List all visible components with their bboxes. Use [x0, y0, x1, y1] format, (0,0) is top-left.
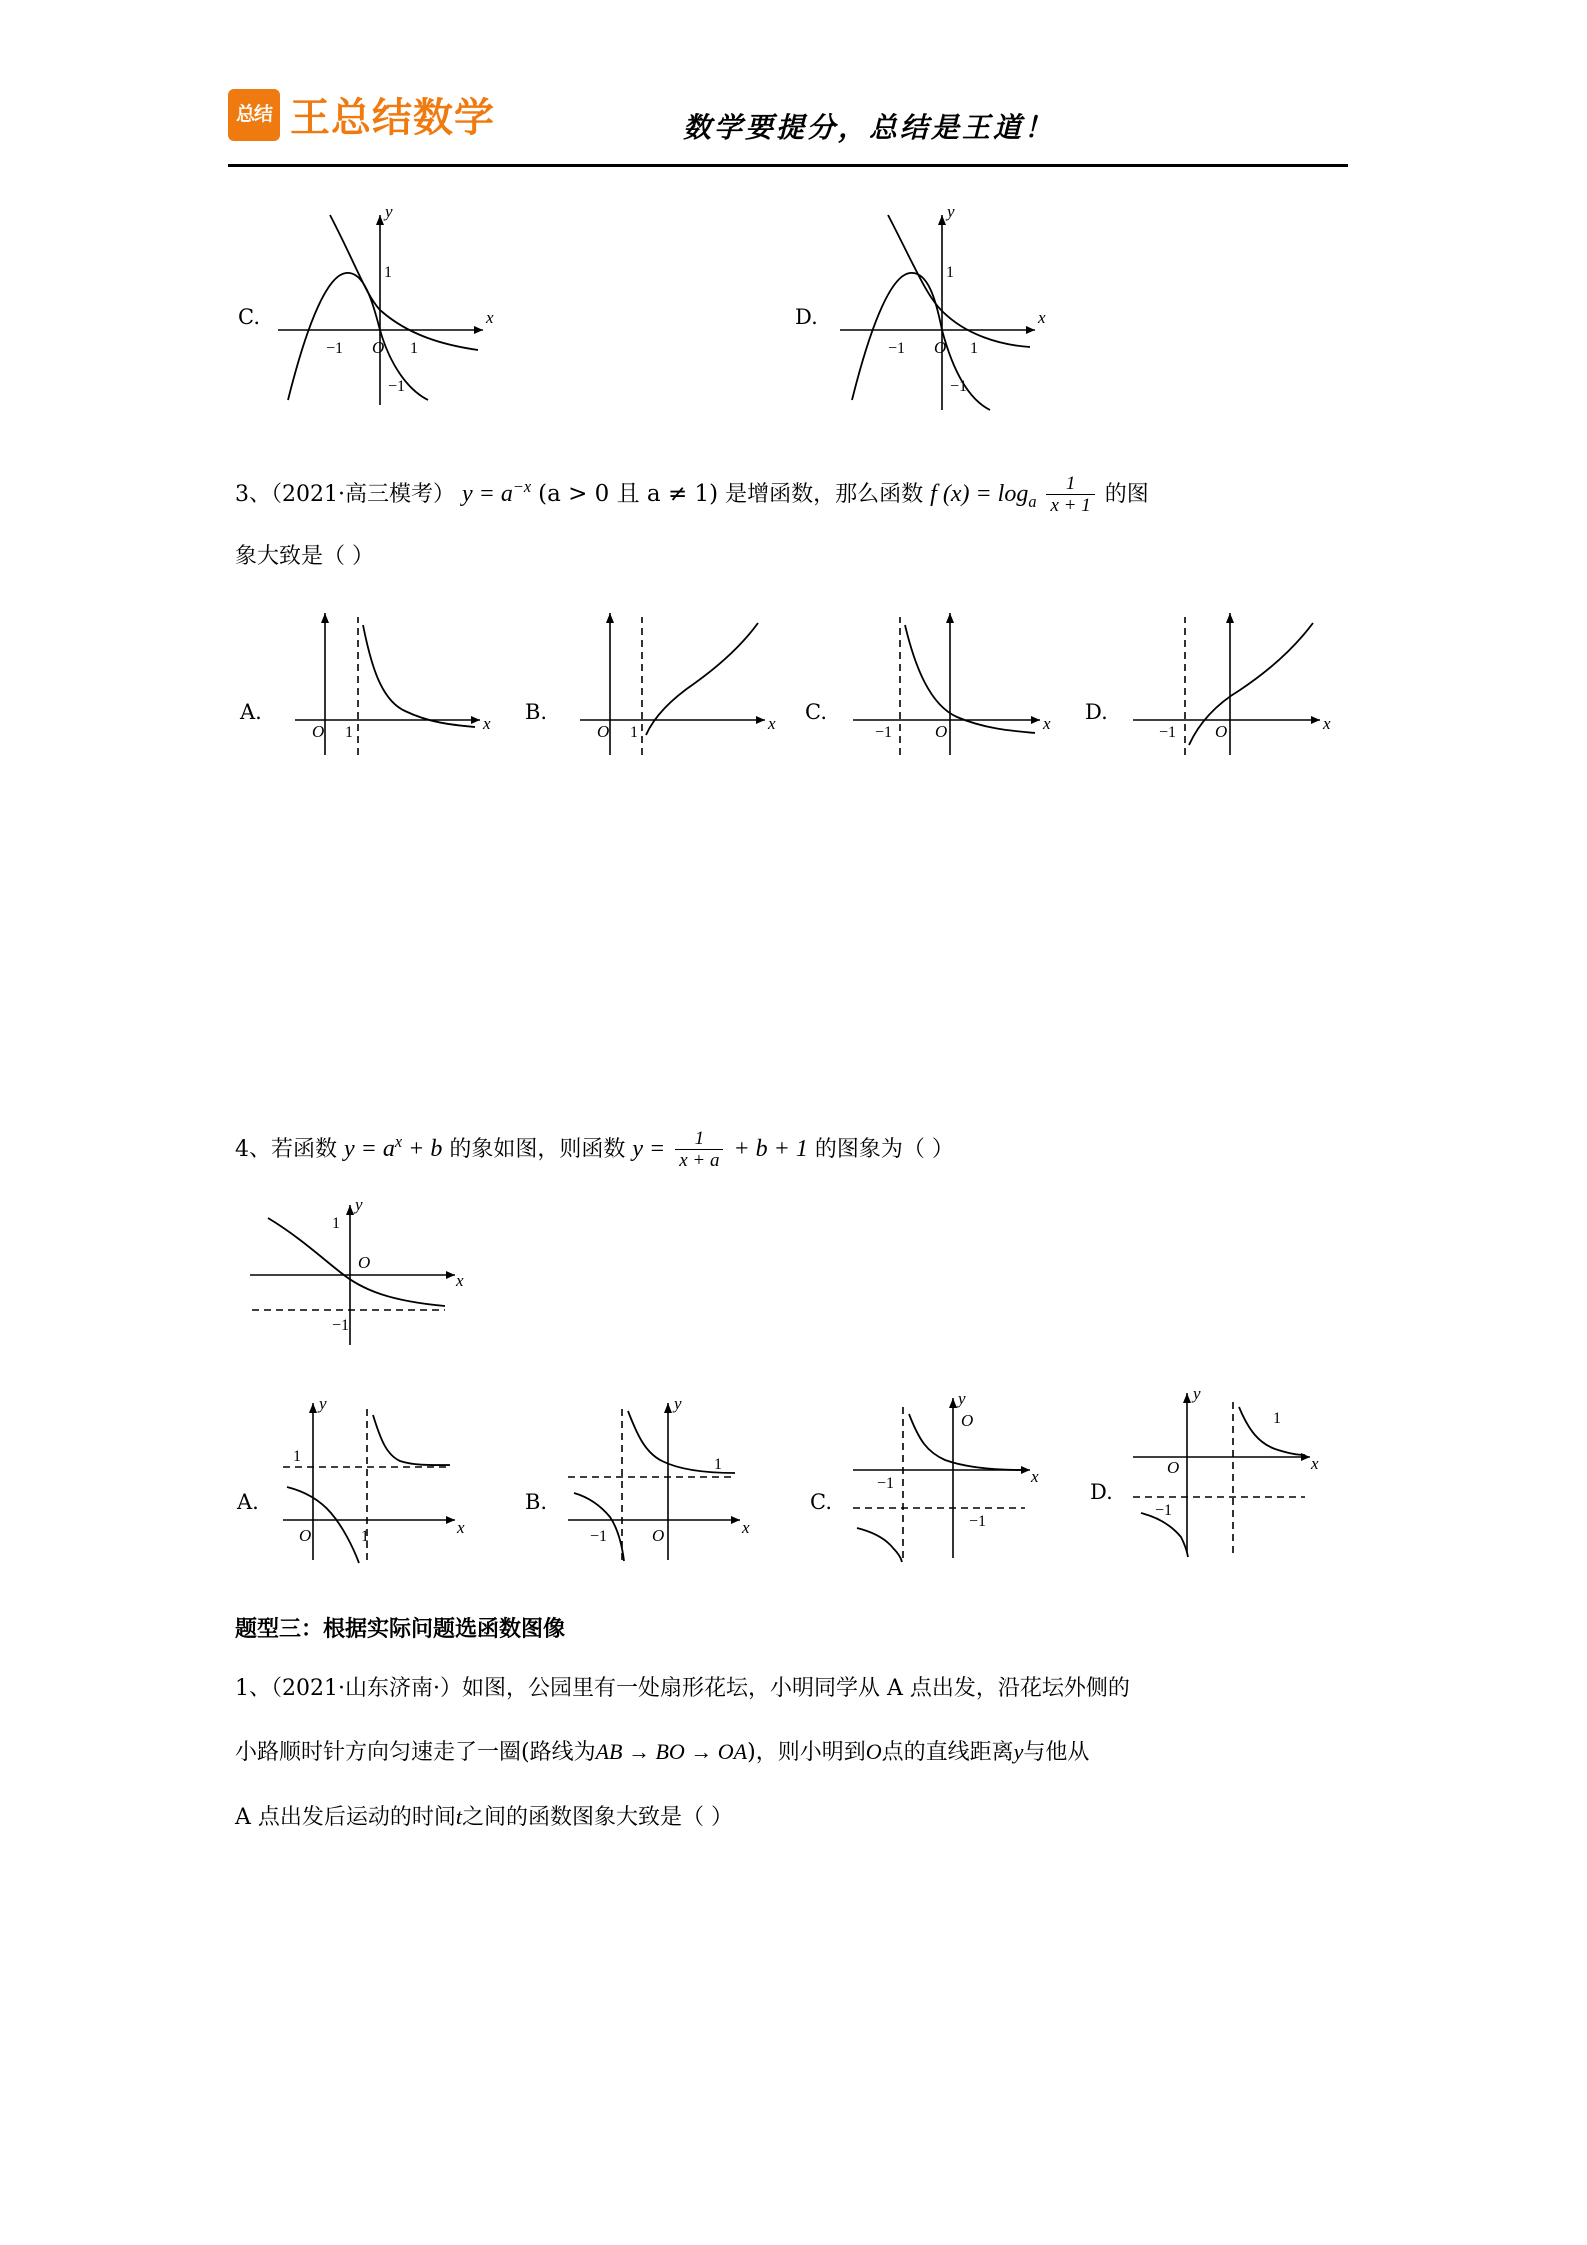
svg-text:1: 1 [361, 1528, 369, 1545]
svg-text:y: y [355, 1195, 363, 1214]
q3-number: 3、 [235, 482, 271, 507]
q3-option-c-graph [845, 605, 1060, 770]
svg-text:x: x [1038, 308, 1046, 327]
q5-point-o: O [865, 1739, 882, 1764]
svg-text:−1: −1 [388, 378, 406, 395]
q3-frac-num: 1 [1065, 473, 1076, 495]
q4-stem-part3: 的图象为（ ） [814, 1137, 954, 1162]
q3-stem [235, 470, 1365, 519]
svg-text:−1: −1 [877, 1475, 895, 1492]
svg-text:y: y [958, 1389, 966, 1408]
q3-option-a-label: A. [240, 700, 262, 724]
q4-expr2-tail: + b + 1 [733, 1136, 808, 1162]
svg-text:O: O [1215, 722, 1228, 741]
svg-text:O: O [597, 722, 610, 741]
header-slogan: 数学要提分，总结是王道！ [683, 111, 1056, 144]
svg-text:y: y [319, 1394, 327, 1413]
q3-option-b-label: B. [525, 700, 548, 724]
svg-text:y: y [674, 1394, 682, 1413]
q4-given-graph [240, 1195, 490, 1355]
q4-option-c-graph [845, 1390, 1060, 1575]
svg-text:O: O [358, 1253, 371, 1272]
svg-text:x: x [456, 1271, 464, 1290]
section-title: 题型三：根据实际问题选函数图像 [235, 1616, 566, 1642]
q3-option-c-label: C. [805, 700, 827, 724]
svg-text:−1: −1 [590, 1528, 608, 1545]
q5-line2-b: )，则小明到 [747, 1740, 866, 1765]
q3-expr-f: f $(x) = \log_a$ [930, 481, 1037, 511]
q5-route: AB → BO → OA [595, 1739, 748, 1764]
svg-text:−1: −1 [332, 1317, 350, 1334]
svg-text:y: y [947, 202, 955, 221]
logo-text: 王总结数学 [290, 95, 495, 141]
svg-text:1: 1 [946, 264, 954, 281]
svg-text:1: 1 [970, 340, 978, 357]
svg-text:1: 1 [384, 264, 392, 281]
svg-text:1: 1 [293, 1448, 301, 1465]
q3-source: （2021·高三模考） [271, 482, 455, 507]
q5-line2-d: 点的直线距离 [881, 1740, 1014, 1765]
svg-text:−1: −1 [888, 340, 906, 357]
q5-number: 1、 [235, 1676, 271, 1701]
svg-text:−1: −1 [1159, 724, 1177, 741]
q4-stem-part2: 的象如图，则函数 [449, 1137, 626, 1162]
q3-option-d-label: D. [1085, 700, 1108, 724]
q5-line3 [235, 1800, 1375, 1835]
header-divider [228, 164, 1348, 167]
svg-text:O: O [312, 722, 325, 741]
q4-option-b-label: B. [525, 1490, 548, 1514]
q4-stem [235, 1125, 1365, 1172]
svg-text:x: x [457, 1518, 465, 1537]
q4-option-d-graph [1125, 1385, 1340, 1570]
q3-fraction [1046, 473, 1094, 517]
q3-expr-y: $y = a^{-x}$ [461, 477, 532, 507]
svg-text:1: 1 [345, 724, 353, 741]
svg-text:−1: −1 [1155, 1502, 1173, 1519]
q3-stem-part2: 的图 [1104, 482, 1149, 507]
q2-option-c-label: C. [238, 305, 260, 329]
q2-option-d-label: D. [795, 305, 818, 329]
svg-text:O: O [934, 338, 947, 357]
q5-line2-a: 小路顺时针方向匀速走了一圈(路线为 [235, 1740, 596, 1765]
svg-text:O: O [299, 1526, 312, 1545]
svg-text:O: O [372, 338, 385, 357]
logo-badge: 总结 [228, 89, 280, 141]
svg-text:x: x [483, 714, 491, 733]
svg-text:−1: −1 [950, 378, 968, 395]
svg-text:1: 1 [332, 1215, 340, 1232]
svg-text:1: 1 [410, 340, 418, 357]
q5-var-y: y [1013, 1739, 1024, 1764]
svg-text:−1: −1 [875, 724, 893, 741]
q4-option-d-label: D. [1090, 1480, 1113, 1504]
q3-option-a-graph [285, 605, 500, 770]
brand-logo [228, 86, 495, 143]
q3-expr-cond: (a > 0 且 a ≠ 1) [538, 481, 719, 507]
q5-line2 [235, 1735, 1375, 1770]
q4-option-b-graph [560, 1395, 770, 1580]
q5-line2-f: 与他从 [1023, 1740, 1090, 1765]
q4-option-a-label: A. [237, 1490, 259, 1514]
svg-text:x: x [1311, 1454, 1319, 1473]
svg-text:O: O [1167, 1458, 1180, 1477]
q4-frac-num: 1 [694, 1128, 705, 1150]
q5-source: （2021·山东济南·） [271, 1676, 462, 1701]
svg-text:x: x [1323, 714, 1331, 733]
svg-text:O: O [935, 722, 948, 741]
q4-expr2-head: y = [632, 1136, 666, 1162]
svg-text:1: 1 [630, 724, 638, 741]
svg-text:y: y [385, 202, 393, 221]
svg-text:−1: −1 [969, 1513, 987, 1530]
q4-option-c-label: C. [810, 1490, 832, 1514]
svg-text:1: 1 [1273, 1410, 1281, 1427]
svg-text:x: x [1043, 714, 1051, 733]
q3-frac-den: x + 1 [1046, 494, 1094, 516]
svg-text:x: x [1031, 1467, 1039, 1486]
q5-line1 [235, 1672, 1375, 1706]
q4-expr1: $y = a^x + b$ [344, 1132, 443, 1162]
q4-frac-den: x + a [675, 1149, 723, 1171]
q2-option-c-graph [268, 195, 498, 420]
q5-line3-b: 之间的函数图象大致是（ ） [462, 1805, 734, 1830]
q3-option-b-graph [570, 605, 785, 770]
q4-number: 4、 [235, 1137, 271, 1162]
svg-text:x: x [768, 714, 776, 733]
q4-fraction [675, 1128, 723, 1172]
svg-text:x: x [486, 308, 494, 327]
svg-text:1: 1 [714, 1456, 722, 1473]
svg-text:O: O [652, 1526, 665, 1545]
q3-option-d-graph [1125, 605, 1340, 770]
svg-text:x: x [742, 1518, 750, 1537]
q2-option-d-graph [830, 195, 1060, 420]
q4-stem-part1: 若函数 [271, 1137, 338, 1162]
q3-stem-line2: 象大致是（ ） [235, 544, 374, 569]
svg-text:y: y [1193, 1384, 1201, 1403]
q4-option-a-graph [275, 1395, 485, 1580]
q5-line1-text: 如图，公园里有一处扇形花坛，小明同学从 A 点出发，沿花坛外侧的 [461, 1676, 1130, 1701]
q5-line3-a: A 点出发后运动的时间 [235, 1805, 456, 1830]
q5-var-t: t [455, 1804, 463, 1829]
page-header [228, 86, 1348, 176]
svg-text:−1: −1 [326, 340, 344, 357]
q3-stem-part1: 是增函数，那么函数 [725, 482, 924, 507]
svg-text:O: O [961, 1411, 974, 1430]
